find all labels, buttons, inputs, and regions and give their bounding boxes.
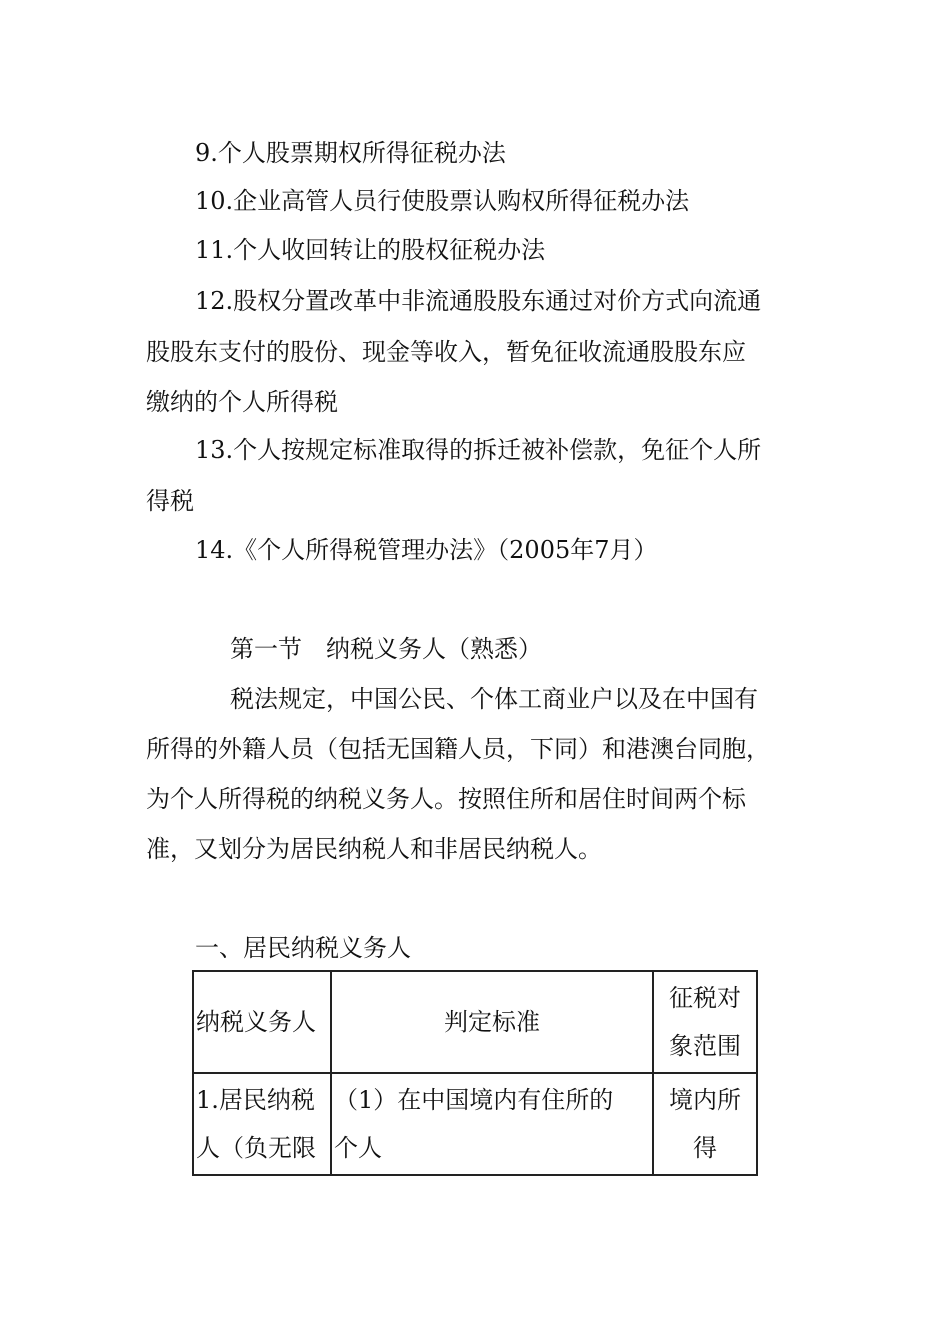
taxpayer-table <box>192 970 758 1176</box>
cell-line: 人（负无限 <box>196 1134 316 1162</box>
table-header-cell <box>653 971 757 1073</box>
body-paragraph-line: 所得的外籍人员（包括无国籍人员，下同）和港澳台同胞， <box>146 735 770 763</box>
table-header-row <box>193 971 757 1073</box>
table-row <box>193 1073 757 1175</box>
list-item-continuation: 缴纳的个人所得税 <box>146 388 338 416</box>
list-item-continuation: 得税 <box>146 487 194 515</box>
list-item: 9.个人股票期权所得征税办法 <box>195 139 506 167</box>
table-header-cell: 判定标准 <box>331 971 653 1073</box>
table-cell <box>653 1073 757 1175</box>
cell-line: 得 <box>693 1134 717 1162</box>
table-cell <box>331 1073 653 1175</box>
list-item: 10.企业高管人员行使股票认购权所得征税办法 <box>195 187 690 215</box>
list-item-continuation: 股股东支付的股份、现金等收入，暂免征收流通股股东应 <box>146 338 746 366</box>
body-paragraph-line: 为个人所得税的纳税义务人。按照住所和居住时间两个标 <box>146 785 746 813</box>
cell-line: （1）在中国境内有住所的 <box>334 1086 614 1114</box>
body-paragraph-line: 税法规定，中国公民、个体工商业户以及在中国有 <box>230 685 758 713</box>
list-item: 14.《个人所得税管理办法》（2005年7月） <box>195 536 658 564</box>
cell-line: 1.居民纳税 <box>196 1086 315 1114</box>
table-cell <box>193 1073 331 1175</box>
list-item: 11.个人收回转让的股权征税办法 <box>195 236 546 264</box>
subheading: 一、居民纳税义务人 <box>195 934 411 962</box>
table-header-cell: 纳税义务人 <box>193 971 331 1073</box>
body-paragraph-line: 准，又划分为居民纳税人和非居民纳税人。 <box>146 835 602 863</box>
list-item: 13.个人按规定标准取得的拆迁被补偿款，免征个人所 <box>195 436 762 464</box>
list-item: 12.股权分置改革中非流通股股东通过对价方式向流通 <box>195 287 762 315</box>
cell-line: 征税对 <box>669 984 741 1012</box>
cell-line: 境内所 <box>669 1086 741 1114</box>
section-heading: 第一节 纳税义务人（熟悉） <box>230 635 542 663</box>
cell-line: 象范围 <box>669 1032 741 1060</box>
cell-line: 个人 <box>334 1134 382 1162</box>
